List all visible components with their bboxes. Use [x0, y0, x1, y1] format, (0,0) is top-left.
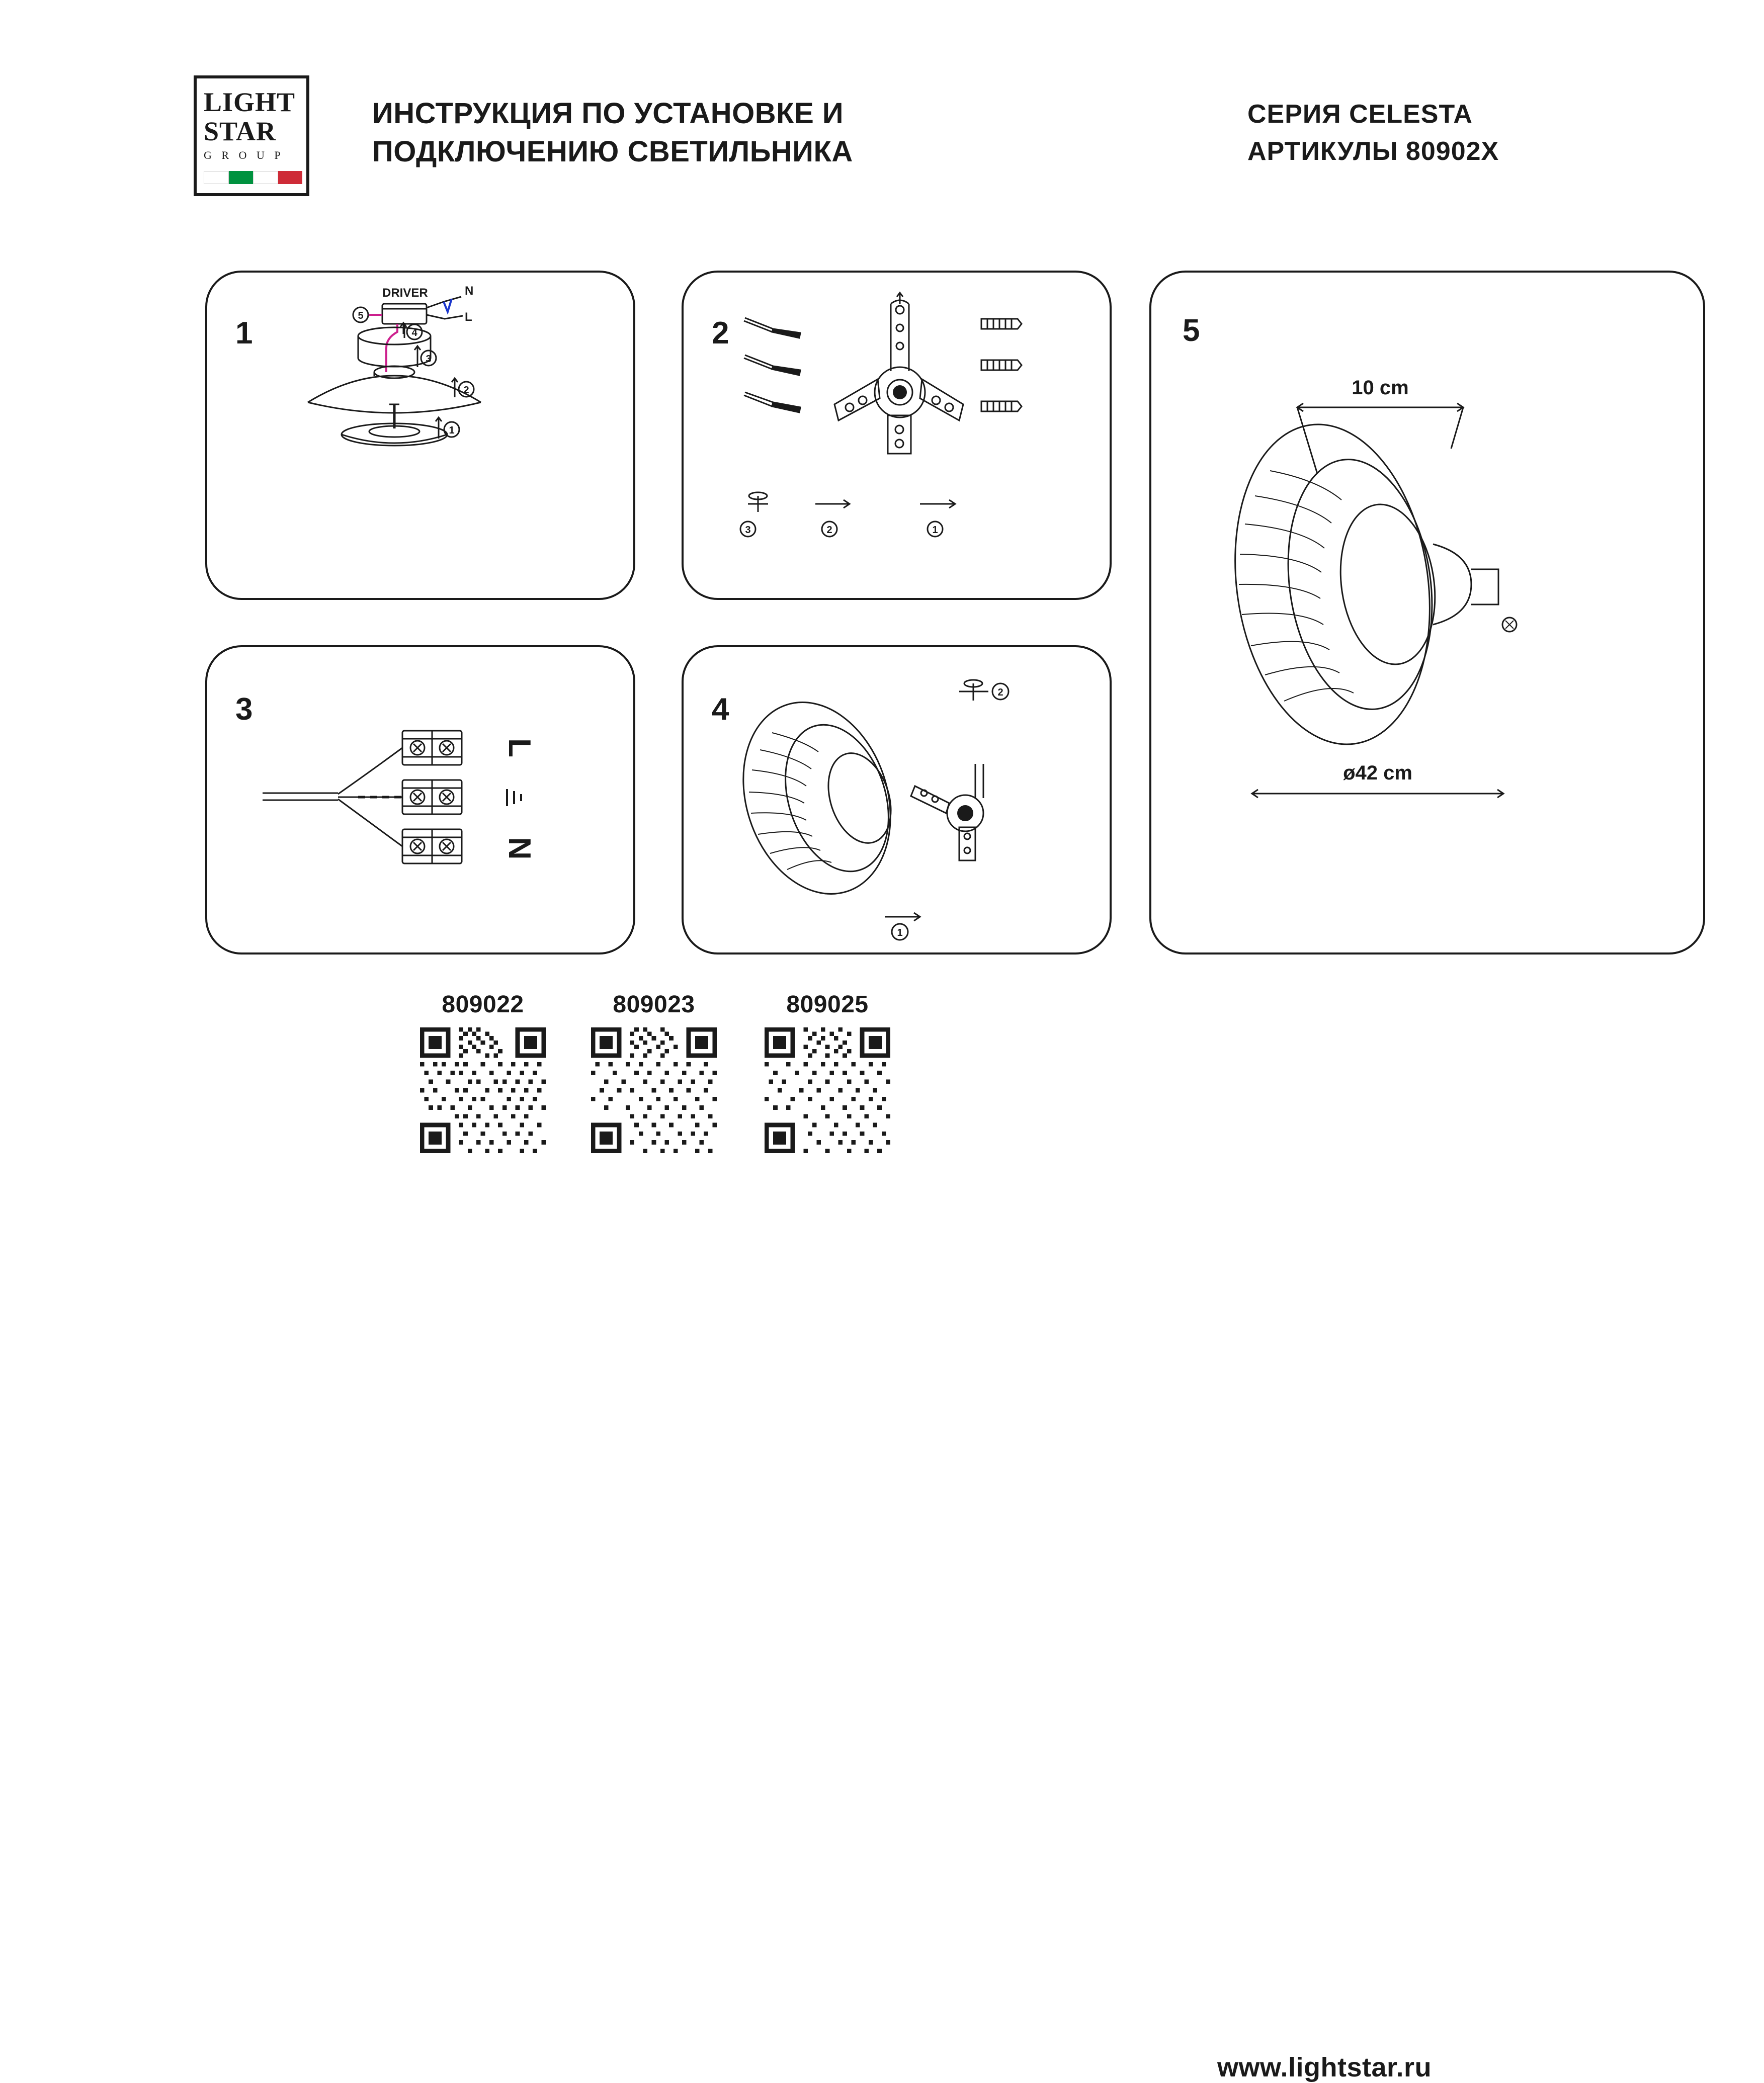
- callout-1: 1: [897, 927, 903, 938]
- diameter-dimension-label: ø42 cm: [1343, 762, 1412, 784]
- callout-1: 1: [449, 425, 455, 436]
- logo-line-3: G R O U P: [204, 149, 284, 161]
- series-name: СЕРИЯ CELESTA: [1247, 100, 1473, 129]
- qr-code-2: [591, 1027, 717, 1153]
- terminal-n-label: N: [502, 837, 537, 860]
- article-number: АРТИКУЛЫ 80902X: [1247, 137, 1499, 166]
- brand-logo: [194, 75, 309, 196]
- qr-code-3: [765, 1027, 890, 1153]
- step-number-3: 3: [235, 692, 253, 727]
- callout-3: 3: [745, 525, 751, 536]
- step-2-diagram: [684, 273, 1114, 602]
- step-number-1: 1: [235, 316, 253, 351]
- sku-block-1: [412, 991, 553, 1153]
- logo-line-2: STAR: [204, 116, 277, 146]
- step-panel-2: [682, 271, 1112, 600]
- step-panel-5: [1149, 271, 1705, 954]
- step-number-4: 4: [712, 692, 729, 727]
- sku-code-1: 809022: [442, 991, 524, 1018]
- sku-block-3: [757, 991, 898, 1153]
- callout-2: 2: [826, 525, 832, 536]
- series-info: [1247, 96, 1700, 170]
- step-1-diagram: [207, 273, 637, 602]
- page-header: [0, 0, 1764, 231]
- italy-flag-icon: [204, 171, 302, 184]
- terminal-n-label: N: [465, 284, 474, 298]
- website-url[interactable]: www.lightstar.ru: [1217, 2052, 1432, 2082]
- step-number-2: 2: [712, 316, 729, 351]
- page-footer: [0, 981, 1764, 2082]
- terminal-l-label: L: [465, 310, 472, 324]
- sku-block-2: [583, 991, 724, 1153]
- height-dimension-label: 10 cm: [1352, 377, 1409, 399]
- step-panel-4: [682, 645, 1112, 954]
- logo-line-1: LIGHT: [204, 87, 296, 117]
- step-5-diagram: [1151, 273, 1707, 957]
- driver-label: DRIVER: [382, 286, 428, 300]
- step-number-5: 5: [1183, 313, 1200, 348]
- terminal-l-label: L: [502, 738, 537, 757]
- callout-5: 5: [358, 310, 364, 321]
- step-4-diagram: [684, 647, 1114, 957]
- step-panel-1: [205, 271, 635, 600]
- sku-code-2: 809023: [613, 991, 695, 1018]
- callout-2: 2: [997, 687, 1003, 698]
- sku-code-3: 809025: [786, 991, 869, 1018]
- callout-3: 3: [426, 354, 432, 365]
- page-title: ИНСТРУКЦИЯ ПО УСТАНОВКЕ И ПОДКЛЮЧЕНИЮ СВЕТИЛЬНИКА: [372, 97, 853, 168]
- callout-4: 4: [411, 327, 417, 338]
- callout-2: 2: [463, 385, 469, 396]
- step-panel-3: [205, 645, 635, 954]
- callout-1: 1: [932, 525, 938, 536]
- step-3-diagram: [207, 647, 637, 957]
- qr-code-1: [420, 1027, 546, 1153]
